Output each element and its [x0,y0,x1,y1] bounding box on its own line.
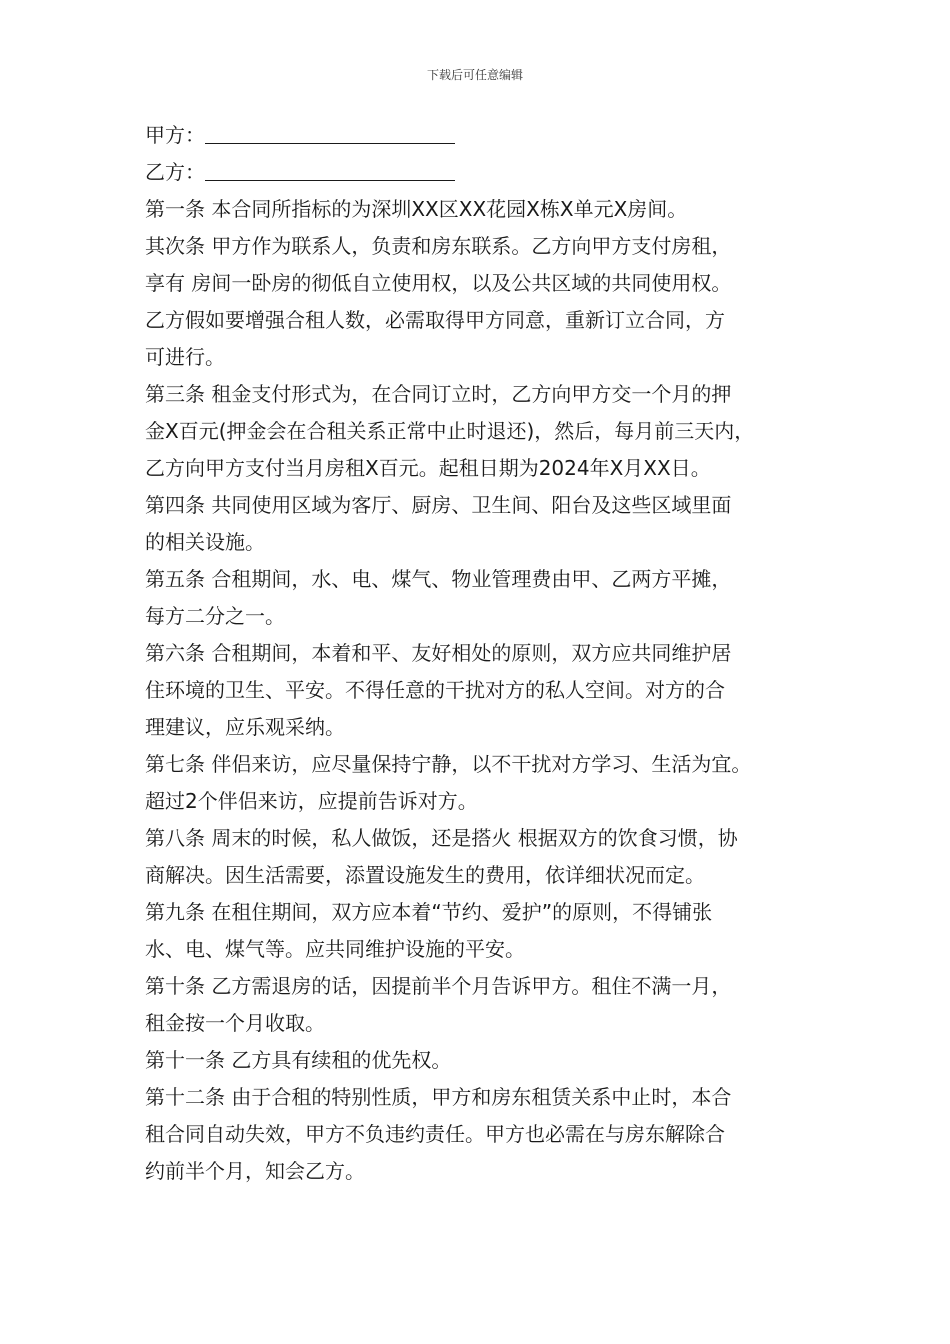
line-text: 享有 房间一卧房的彻低自立使用权，以及公共区域的共同使用权。 [145,271,732,295]
document-line [145,191,825,228]
line-text: 第十条 乙方需退房的话，因提前半个月告诉甲方。租住不满一月， [145,974,732,998]
line-text: 租合同自动失效，甲方不负违约责任。甲方也必需在与房东解除合 [145,1122,725,1146]
document-line [145,1153,825,1190]
document-line [145,783,825,820]
document-line [145,487,825,524]
line-text: 第十一条 乙方具有续租的优先权。 [145,1048,452,1072]
document-line [145,561,825,598]
line-text: 金X百元(押金会在合租关系正常中止时退还)，然后，每月前三天内， [145,419,755,443]
line-text: 乙方向甲方支付当月房租X百元。起租日期为2024年X月XX日。 [145,456,711,480]
line-text: 超过2个伴侣来访，应提前告诉对方。 [145,789,478,813]
line-text: 约前半个月，知会乙方。 [145,1159,365,1183]
line-text: 的相关设施。 [145,530,265,554]
line-text: 水、电、煤气等。应共同维护设施的平安。 [145,937,525,961]
document-line [145,339,825,376]
line-text: 可进行。 [145,345,225,369]
line-text: 第八条 周末的时候，私人做饭，还是搭火 根据双方的饮食习惯，协 [145,826,738,850]
line-text: 第四条 共同使用区域为客厅、厨房、卫生间、阳台及这些区域里面 [145,493,732,517]
document-line [145,450,825,487]
line-text: 每方二分之一。 [145,604,285,628]
signature-blank-line [205,160,455,181]
line-text: 第一条 本合同所指标的为深圳XX区XX花园X栋X单元X房间。 [145,197,688,221]
line-text: 甲方： [145,123,205,147]
line-text: 第十二条 由于合租的特别性质，甲方和房东租赁关系中止时，本合 [145,1085,732,1109]
document-line [145,746,825,783]
document-line [145,524,825,561]
document-line [145,376,825,413]
document-line [145,154,825,191]
line-text: 住环境的卫生、平安。不得任意的干扰对方的私人空间。对方的合 [145,678,725,702]
document-line [145,968,825,1005]
contract-body [145,117,825,1190]
line-text: 第三条 租金支付形式为，在合同订立时，乙方向甲方交一个月的押 [145,382,732,406]
line-text: 第九条 在租住期间，双方应本着“节约、爱护”的原则，不得铺张 [145,900,713,924]
line-text: 租金按一个月收取。 [145,1011,325,1035]
document-line [145,857,825,894]
line-text: 商解决。因生活需要，添置设施发生的费用，依详细状况而定。 [145,863,705,887]
line-text: 乙方假如要增强合租人数，必需取得甲方同意，重新订立合同，方 [145,308,725,332]
document-line [145,635,825,672]
document-line [145,672,825,709]
document-line [145,1116,825,1153]
document-line [145,709,825,746]
document-line [145,820,825,857]
signature-blank-line [205,123,455,144]
document-line [145,1005,825,1042]
document-line [145,1079,825,1116]
document-line [145,302,825,339]
document-line [145,894,825,931]
line-text: 第六条 合租期间，本着和平、友好相处的原则，双方应共同维护居 [145,641,732,665]
line-text: 理建议，应乐观采纳。 [145,715,345,739]
document-line [145,265,825,302]
line-text: 第五条 合租期间，水、电、煤气、物业管理费由甲、乙两方平摊， [145,567,732,591]
document-line [145,931,825,968]
document-line [145,228,825,265]
document-line [145,1042,825,1079]
document-line [145,598,825,635]
line-text: 其次条 甲方作为联系人，负责和房东联系。乙方向甲方支付房租， [145,234,732,258]
line-text: 乙方： [145,160,205,184]
document-line [145,413,825,450]
document-line [145,117,825,154]
line-text: 第七条 伴侣来访，应尽量保持宁静，以不干扰对方学习、生活为宜。 [145,752,752,776]
page-header: 下载后可任意编辑 [426,68,523,82]
